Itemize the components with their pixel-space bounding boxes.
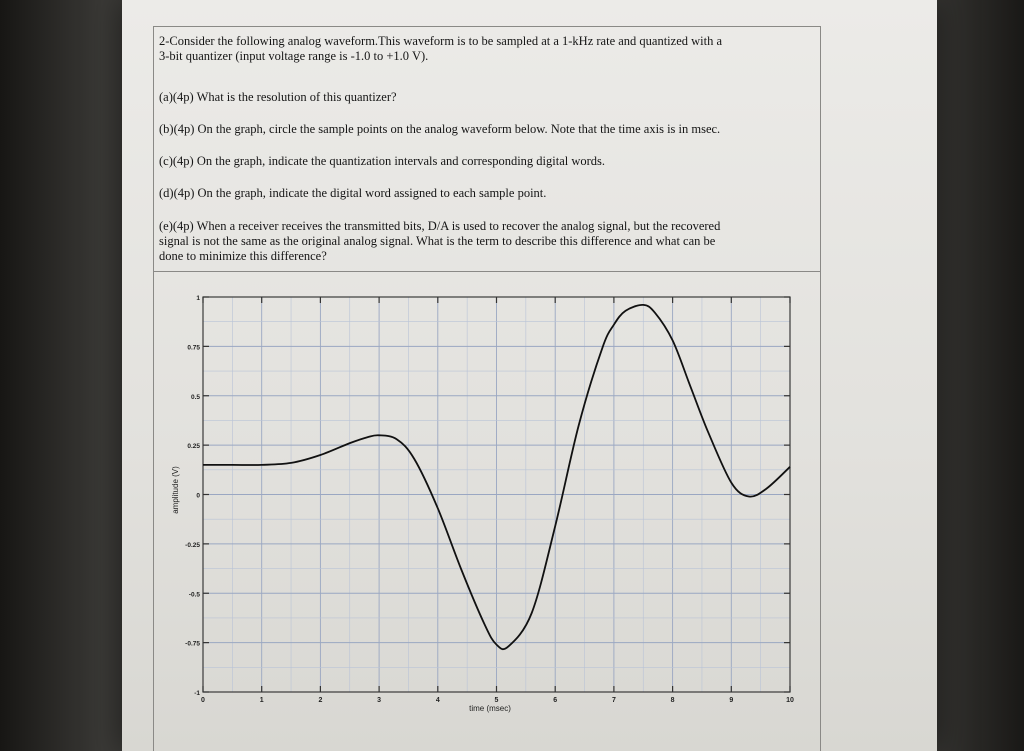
x-tick-label: 4 [435,697,440,704]
x-tick-label: 9 [729,697,734,704]
x-tick-label: 6 [553,697,558,704]
y-tick-label: -0.25 [185,541,200,549]
question-intro-line-1: 2-Consider the following analog waveform.This waveform is to be sampled at a 1-kHz rate and quantized with a [159,34,723,48]
question-part-e-line-1: (e)(4p) When a receiver receives the transmitted bits, D/A is used to recover the analog signal, but the recovered [159,219,721,233]
y-tick-labels [185,295,200,697]
question-part-d: (d)(4p) On the graph, indicate the digital word assigned to each sample point. [159,186,547,200]
x-tick-label: 7 [611,697,616,704]
x-tick-labels [201,697,794,704]
question-part-c: (c)(4p) On the graph, indicate the quantization intervals and corresponding digital words. [159,154,606,168]
y-tick-label: 0 [196,492,200,500]
x-tick-label: 10 [786,697,794,704]
x-axis-label: time (msec) [469,704,511,713]
question-part-b: (b)(4p) On the graph, circle the sample points on the analog waveform below. Note that the time axis is in msec. [159,122,721,136]
x-tick-label: 0 [201,697,205,704]
x-tick-label: 3 [377,697,382,704]
y-tick-label: 0.75 [187,344,200,352]
question-part-e-line-3: done to minimize this difference? [159,249,327,263]
y-tick-label: 0.25 [187,443,200,451]
y-tick-label: -0.5 [188,591,200,599]
x-tick-label: 5 [494,697,499,704]
question-intro-line-2: 3-bit quantizer (input voltage range is -1.0 to +1.0 V). [159,49,429,63]
y-tick-label: 0.5 [190,393,200,401]
x-tick-label: 2 [318,697,323,704]
y-tick-label: 1 [196,295,200,302]
y-tick-label: -0.75 [185,640,200,648]
question-part-a: (a)(4p) What is the resolution of this quantizer? [159,90,397,104]
x-tick-label: 1 [259,697,264,704]
y-axis-label: amplitude (V) [171,466,180,514]
x-tick-label: 8 [670,697,675,704]
question-part-e-line-2: signal is not the same as the original analog signal. What is the term to describe this difference and what can be [159,234,716,248]
y-tick-label: -1 [194,690,200,697]
